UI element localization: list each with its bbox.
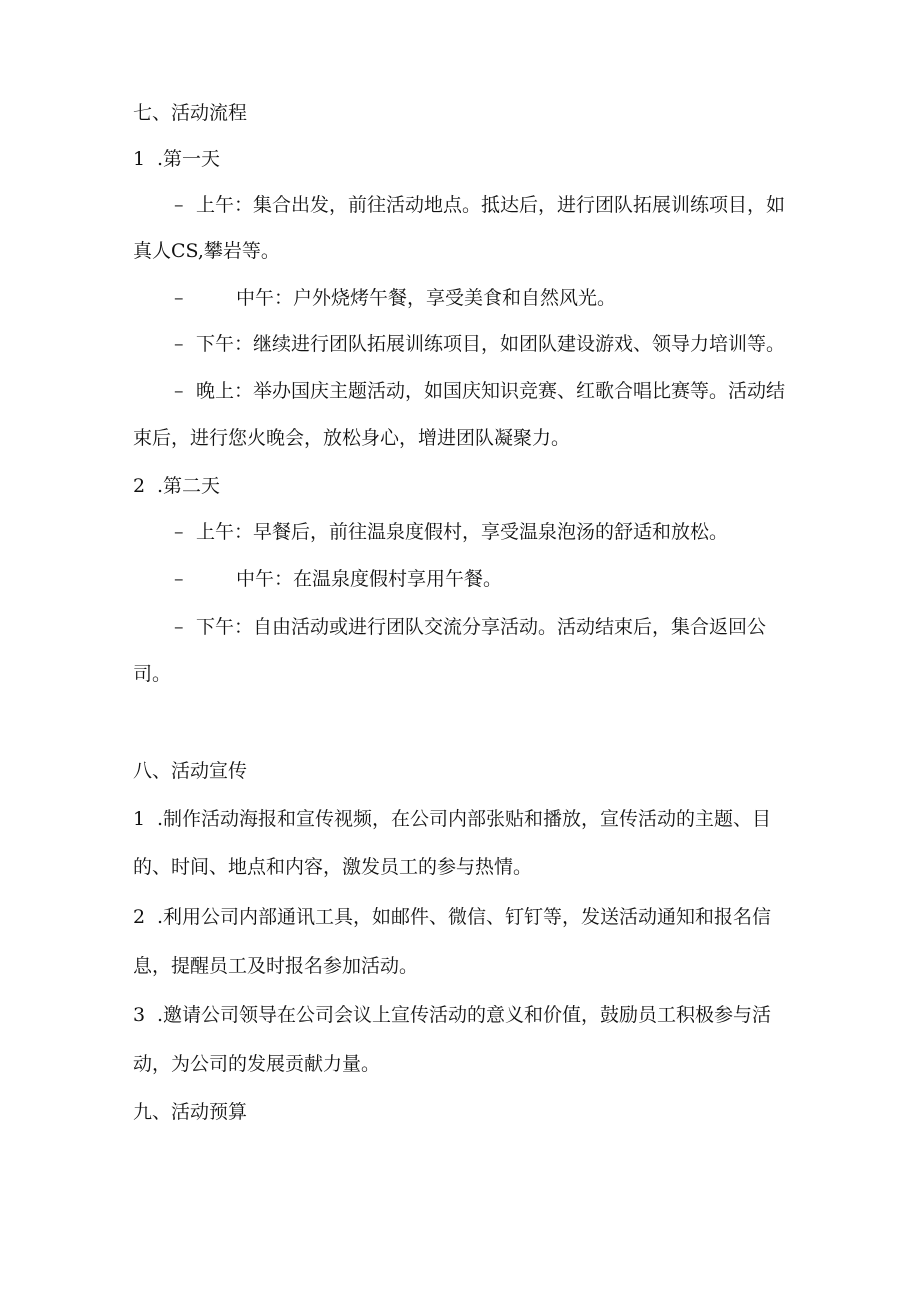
day1-evening-text: 晚上：举办国庆主题活动，如国庆知识竞赛、红歌合唱比赛等。活动结 xyxy=(196,380,786,402)
section-heading-text: 九、活动预算 xyxy=(133,1101,248,1123)
bullet-dash: – xyxy=(174,568,184,590)
day2-noon-text: 中午：在温泉度假村享用午餐。 xyxy=(236,568,503,590)
day2-noon xyxy=(0,566,920,592)
bullet-dash: – xyxy=(174,521,184,543)
day1-evening-cont: 束后，进行您火晚会，放松身心，增进团队凝聚力。 xyxy=(133,427,571,449)
day1-morning-text: 上午：集合出发，前往活动地点。抵达后，进行团队拓展训练项目，如 xyxy=(196,194,786,216)
promo-item3-number: 3 xyxy=(133,1004,146,1026)
day1-number: 1 xyxy=(133,148,146,170)
section-heading-9 xyxy=(0,1099,920,1125)
bullet-dash: – xyxy=(174,380,184,402)
promo-item3-cont: 动，为公司的发展贡献力量。 xyxy=(133,1053,381,1075)
day2-morning-text: 上午：早餐后，前往温泉度假村，享受温泉泡汤的舒适和放松。 xyxy=(196,521,729,543)
day2-label: .第二天 xyxy=(157,475,221,497)
promo-item2-number: 2 xyxy=(133,906,146,928)
day1-noon-text: 中午：户外烧烤午餐，享受美食和自然风光。 xyxy=(236,287,617,309)
promo-item2-cont: 息，提醒员工及时报名参加活动。 xyxy=(133,955,419,977)
section-heading-text: 八、活动宣传 xyxy=(133,760,248,782)
promo-item1-text: .制作活动海报和宣传视频，在公司内部张贴和播放，宣传活动的主题、目 xyxy=(157,808,772,830)
day2-morning xyxy=(0,519,920,545)
section-heading-text: 七、活动流程 xyxy=(133,102,248,124)
section-heading-8 xyxy=(0,758,920,784)
promo-item3-line2 xyxy=(0,1051,920,1077)
day1-morning-line1 xyxy=(0,192,920,218)
promo-item2-line1 xyxy=(0,904,920,930)
bullet-dash: – xyxy=(174,287,184,309)
day1-heading xyxy=(0,146,920,172)
day1-evening-line1 xyxy=(0,378,920,404)
day2-number: 2 xyxy=(133,475,146,497)
day1-afternoon xyxy=(0,331,920,357)
day2-afternoon-text: 下午：自由活动或进行团队交流分享活动。活动结束后，集合返回公 xyxy=(196,616,767,638)
day2-afternoon-line2 xyxy=(0,661,920,687)
day2-afternoon-cont: 司。 xyxy=(133,663,172,685)
day1-evening-line2 xyxy=(0,425,920,451)
promo-item1-line2 xyxy=(0,854,920,880)
bullet-dash: – xyxy=(174,333,184,355)
promo-item1-number: 1 xyxy=(133,808,146,830)
day1-morning-line2 xyxy=(0,238,920,264)
section-heading-7 xyxy=(0,100,920,126)
day2-afternoon-line1 xyxy=(0,614,920,640)
day1-afternoon-text: 下午：继续进行团队拓展训练项目，如团队建设游戏、领导力培训等。 xyxy=(196,333,786,355)
day1-morning-cont: 真人CS,攀岩等。 xyxy=(133,240,280,262)
promo-item1-line1 xyxy=(0,806,920,832)
bullet-dash: – xyxy=(174,616,184,638)
promo-item1-cont: 的、时间、地点和内容，激发员工的参与热情。 xyxy=(133,856,533,878)
day1-label: .第一天 xyxy=(157,148,221,170)
promo-item2-line2 xyxy=(0,953,920,979)
promo-item3-line1 xyxy=(0,1002,920,1028)
promo-item3-text: .邀请公司领导在公司会议上宣传活动的意义和价值，鼓励员工积极参与活 xyxy=(157,1004,772,1026)
promo-item2-text: .利用公司内部通讯工具，如邮件、微信、钉钉等，发送活动通知和报名信 xyxy=(157,906,772,928)
bullet-dash: – xyxy=(174,194,184,216)
day2-heading xyxy=(0,473,920,499)
day1-noon xyxy=(0,285,920,311)
